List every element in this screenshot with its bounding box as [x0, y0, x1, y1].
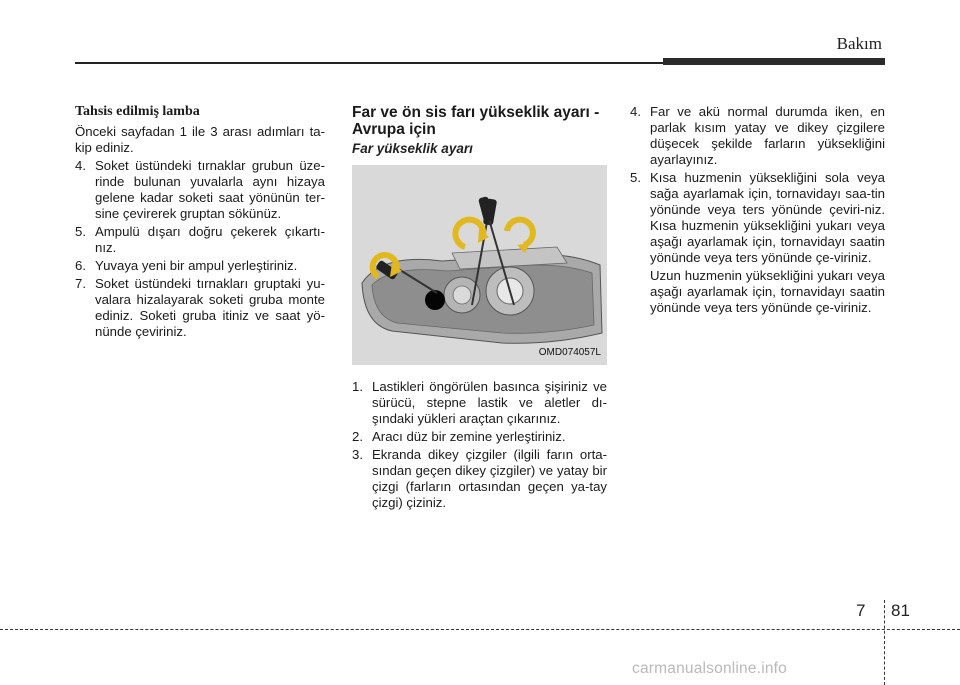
step-number: 3.	[352, 447, 363, 462]
header-rule	[75, 62, 663, 64]
list-item	[352, 379, 607, 427]
step-text: Ampulü dışarı doğru çekerek çıkartı-nız.	[95, 224, 325, 255]
list-item	[75, 276, 325, 340]
list-item	[75, 158, 325, 222]
page-number: 81	[891, 601, 910, 620]
list-item	[630, 170, 885, 266]
list-item	[75, 224, 325, 256]
footer-divider	[884, 600, 885, 685]
figure-code: OMD074057L	[538, 347, 601, 358]
step-number: 1.	[352, 379, 363, 394]
list-item	[352, 447, 607, 511]
section-heading: Far ve ön sis farı yükseklik ayarı - Avrupa için	[352, 104, 600, 138]
watermark-text: carmanualsonline.info	[632, 660, 787, 677]
step-text: Kısa huzmenin yüksekliğini sola veya sağa ayarlamak için, tornavidayı saa-tin yönünde veya ters yönünde çeviri-niz. Kısa huzmenin yüksekliğini yukarı veya aşağı ayarlamak için, tornavidayı saatin yönünde veya ters yönünde çe-viriniz.	[650, 170, 885, 265]
page-header-title: Bakım	[836, 34, 882, 53]
step-text: Soket üstündeki tırnakları gruptaki yu-valara hizalayarak soketi gruba monte ediniz. Soketi gruba itiniz ve saat yö-nünde çeviriniz.	[95, 276, 325, 339]
step-number: 5.	[75, 224, 86, 239]
section-number: 7	[856, 601, 866, 620]
intro-text: Önceki sayfadan 1 ile 3 arası adımları ta-kip ediniz.	[75, 124, 325, 155]
list-item	[75, 258, 325, 274]
headlamp-figure	[352, 165, 607, 365]
list-item	[352, 429, 607, 445]
step-text: Soket üstündeki tırnaklar grubun üze-rinde bulunan yuvalarla aynı hizaya gelene kadar soketi saat yönünün ter-sine çevirerek gruptan sökünüz.	[95, 158, 325, 221]
step-number: 7.	[75, 276, 86, 291]
section-subheading: Far yükseklik ayarı	[352, 141, 473, 156]
middle-column	[352, 104, 607, 513]
list-item	[630, 104, 885, 168]
footer-rule	[0, 629, 960, 630]
header-bar	[663, 58, 885, 65]
step-text: Lastikleri öngörülen basınca şişiriniz ve sürücü, stepne lastik ve aletler dı-şındaki yükleri araçtan çıkarınız.	[372, 379, 607, 426]
continuation-text: Uzun huzmenin yüksekliğini yukarı veya aşağı ayarlamak için, tornavidayı saatin yönünde veya ters yönünde çe-viriniz.	[650, 268, 885, 315]
step-number: 6.	[75, 258, 86, 273]
right-steps-list	[630, 104, 885, 266]
step-number: 4.	[75, 158, 86, 173]
step-text: Ekranda dikey çizgiler (ilgili farın orta-sından geçen dikey çizgiler) ve yatay bir çizgi (farların ortasından geçen ya-tay çizgi) çiziniz.	[372, 447, 607, 510]
step-text: Yuvaya yeni bir ampul yerleştiriniz.	[95, 258, 298, 273]
step-number: 4.	[630, 104, 641, 119]
left-steps-list	[75, 158, 325, 340]
step-number: 2.	[352, 429, 363, 444]
step-text: Aracı düz bir zemine yerleştiriniz.	[372, 429, 566, 444]
left-column	[75, 104, 325, 342]
middle-steps-list	[352, 379, 607, 511]
section-title: Tahsis edilmiş lamba	[75, 104, 200, 119]
step-text: Far ve akü normal durumda iken, en parlak kısım yatay ve dikey çizgilere düşecek şekilde farların yüksekliğini ayarlayınız.	[650, 104, 885, 167]
headlamp-illustration	[352, 165, 607, 365]
step-number: 5.	[630, 170, 641, 185]
right-column	[630, 104, 885, 316]
